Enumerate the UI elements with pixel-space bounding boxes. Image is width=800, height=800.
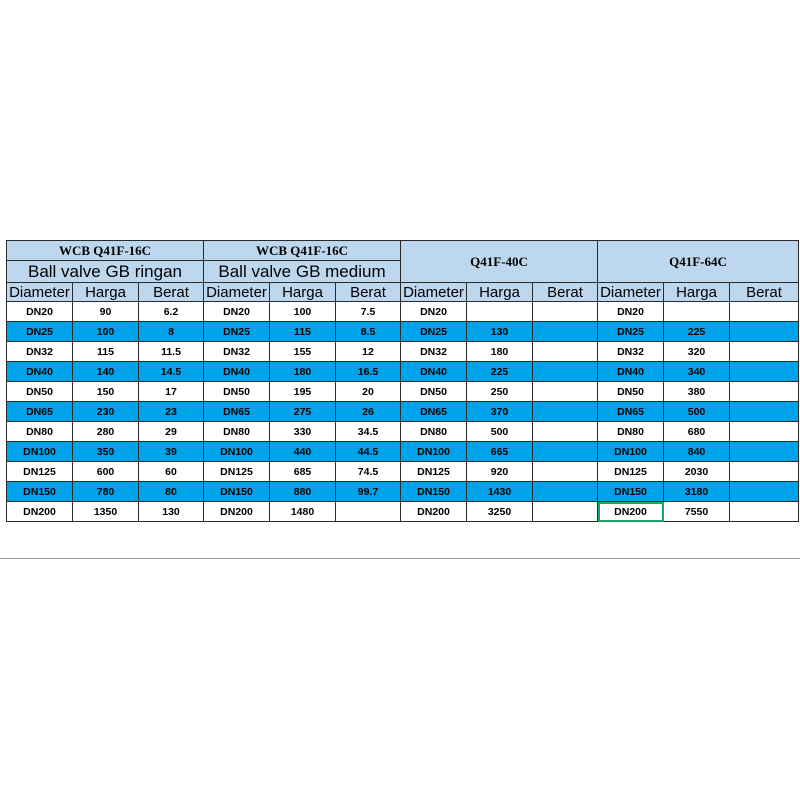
table-cell[interactable]: 685 (270, 462, 336, 482)
table-cell[interactable]: 500 (664, 402, 730, 422)
table-cell[interactable]: DN200 (7, 502, 73, 522)
table-cell[interactable]: 225 (467, 362, 533, 382)
table-cell[interactable] (533, 402, 598, 422)
table-cell[interactable] (533, 422, 598, 442)
table-cell[interactable]: DN50 (204, 382, 270, 402)
table-cell[interactable]: 195 (270, 382, 336, 402)
table-cell[interactable]: 26 (336, 402, 401, 422)
table-cell[interactable] (730, 422, 799, 442)
table-cell[interactable]: DN50 (598, 382, 664, 402)
table-row (7, 362, 799, 382)
table-row (7, 302, 799, 322)
table-cell[interactable]: 44.5 (336, 442, 401, 462)
table-cell[interactable] (730, 462, 799, 482)
table-cell[interactable]: 840 (664, 442, 730, 462)
table-cell[interactable]: DN100 (401, 442, 467, 462)
table-cell[interactable]: DN25 (7, 322, 73, 342)
column-header-berat[interactable]: Berat (336, 283, 401, 302)
table-row (7, 382, 799, 402)
column-header-diameter[interactable]: Diameter (401, 283, 467, 302)
table-cell[interactable]: DN150 (401, 482, 467, 502)
table-cell[interactable]: 7550 (664, 502, 730, 522)
table-cell[interactable] (730, 322, 799, 342)
table-cell[interactable]: 6.2 (139, 302, 204, 322)
table-cell[interactable]: DN32 (401, 342, 467, 362)
table-cell[interactable]: DN25 (204, 322, 270, 342)
table-cell[interactable]: 7.5 (336, 302, 401, 322)
table-cell[interactable]: DN20 (204, 302, 270, 322)
column-header-berat[interactable]: Berat (139, 283, 204, 302)
table-cell[interactable]: 17 (139, 382, 204, 402)
table-cell[interactable]: DN125 (7, 462, 73, 482)
table-cell[interactable]: 320 (664, 342, 730, 362)
table-row (7, 482, 799, 502)
table-cell[interactable] (730, 482, 799, 502)
table-cell[interactable]: 90 (73, 302, 139, 322)
table-cell[interactable] (730, 382, 799, 402)
table-cell[interactable]: 2030 (664, 462, 730, 482)
table-cell[interactable] (730, 302, 799, 322)
table-cell[interactable]: 225 (664, 322, 730, 342)
table-cell[interactable] (730, 362, 799, 382)
table-cell[interactable]: 275 (270, 402, 336, 422)
table-cell[interactable]: 380 (664, 382, 730, 402)
table-cell[interactable] (664, 302, 730, 322)
table-cell[interactable]: 99.7 (336, 482, 401, 502)
table-cell[interactable]: DN100 (598, 442, 664, 462)
group-2-title[interactable]: WCB Q41F-16C (204, 241, 401, 261)
table-cell[interactable]: DN65 (7, 402, 73, 422)
table-cell[interactable]: 1480 (270, 502, 336, 522)
table-cell[interactable]: 1350 (73, 502, 139, 522)
table-cell[interactable]: 280 (73, 422, 139, 442)
table-cell[interactable] (533, 382, 598, 402)
group-3-title[interactable]: Q41F-40C (401, 241, 598, 283)
table-cell[interactable]: DN150 (7, 482, 73, 502)
column-header-diameter[interactable]: Diameter (7, 283, 73, 302)
table-row (7, 422, 799, 442)
column-header-diameter[interactable]: Diameter (204, 283, 270, 302)
table-cell[interactable]: 3180 (664, 482, 730, 502)
table-cell[interactable]: 150 (73, 382, 139, 402)
table-cell[interactable]: 665 (467, 442, 533, 462)
table-cell[interactable]: 60 (139, 462, 204, 482)
table-cell[interactable]: DN80 (204, 422, 270, 442)
table-cell[interactable]: 11.5 (139, 342, 204, 362)
table-row (7, 402, 799, 422)
table-cell[interactable]: 8.5 (336, 322, 401, 342)
column-header-diameter[interactable]: Diameter (598, 283, 664, 302)
table-cell[interactable]: 23 (139, 402, 204, 422)
table-cell[interactable]: 3250 (467, 502, 533, 522)
table-cell[interactable]: 100 (270, 302, 336, 322)
group-2-subtitle[interactable]: Ball valve GB medium (204, 261, 401, 283)
table-cell[interactable]: DN200 (204, 502, 270, 522)
table-row (7, 342, 799, 362)
table-cell[interactable] (533, 322, 598, 342)
table-cell[interactable]: 440 (270, 442, 336, 462)
table-cell[interactable]: 500 (467, 422, 533, 442)
column-header-harga[interactable]: Harga (270, 283, 336, 302)
table-cell[interactable]: DN150 (598, 482, 664, 502)
table-cell[interactable]: DN125 (598, 462, 664, 482)
table-cell[interactable]: 340 (664, 362, 730, 382)
price-table-sheet (6, 240, 798, 522)
table-cell[interactable] (730, 342, 799, 362)
table-cell[interactable]: 920 (467, 462, 533, 482)
table-cell[interactable]: 20 (336, 382, 401, 402)
table-row (7, 322, 799, 342)
group-4-title[interactable]: Q41F-64C (598, 241, 799, 283)
table-cell[interactable] (336, 502, 401, 522)
table-cell[interactable]: 74.5 (336, 462, 401, 482)
table-cell[interactable]: 155 (270, 342, 336, 362)
table-row (7, 502, 799, 522)
table-cell[interactable]: DN50 (401, 382, 467, 402)
table-cell[interactable]: DN80 (401, 422, 467, 442)
table-cell[interactable]: 115 (270, 322, 336, 342)
table-cell[interactable]: 16.5 (336, 362, 401, 382)
table-cell[interactable]: 600 (73, 462, 139, 482)
table-cell[interactable]: DN40 (598, 362, 664, 382)
table-cell[interactable]: 80 (139, 482, 204, 502)
table-cell[interactable] (730, 502, 799, 522)
table-cell[interactable]: 180 (467, 342, 533, 362)
column-header-harga[interactable]: Harga (664, 283, 730, 302)
table-cell[interactable]: DN125 (401, 462, 467, 482)
table-cell[interactable]: DN25 (401, 322, 467, 342)
table-cell[interactable] (730, 442, 799, 462)
price-table (6, 240, 799, 522)
table-cell[interactable]: DN65 (598, 402, 664, 422)
table-cell[interactable]: DN32 (598, 342, 664, 362)
column-header-harga[interactable]: Harga (467, 283, 533, 302)
table-cell[interactable]: 780 (73, 482, 139, 502)
table-cell[interactable]: DN40 (401, 362, 467, 382)
table-cell[interactable]: 230 (73, 402, 139, 422)
table-cell[interactable]: 34.5 (336, 422, 401, 442)
horizontal-divider (0, 558, 800, 559)
table-cell[interactable] (533, 362, 598, 382)
column-header-harga[interactable]: Harga (73, 283, 139, 302)
table-cell[interactable]: DN200 (598, 502, 664, 522)
table-cell[interactable]: DN32 (7, 342, 73, 362)
table-cell[interactable]: 1430 (467, 482, 533, 502)
table-cell[interactable]: DN100 (7, 442, 73, 462)
table-cell[interactable]: 680 (664, 422, 730, 442)
table-cell[interactable]: 29 (139, 422, 204, 442)
table-cell[interactable] (533, 462, 598, 482)
table-cell[interactable]: DN32 (204, 342, 270, 362)
table-cell[interactable] (533, 502, 598, 522)
table-cell[interactable]: 250 (467, 382, 533, 402)
table-cell[interactable]: DN80 (598, 422, 664, 442)
table-cell[interactable] (533, 482, 598, 502)
table-cell[interactable]: 12 (336, 342, 401, 362)
table-cell[interactable]: DN80 (7, 422, 73, 442)
table-cell[interactable] (467, 302, 533, 322)
table-cell[interactable] (730, 402, 799, 422)
table-cell[interactable]: 880 (270, 482, 336, 502)
table-cell[interactable]: DN40 (7, 362, 73, 382)
table-cell[interactable]: DN150 (204, 482, 270, 502)
table-cell[interactable]: 100 (73, 322, 139, 342)
table-cell[interactable]: DN20 (401, 302, 467, 322)
table-row (7, 462, 799, 482)
column-header-berat[interactable]: Berat (533, 283, 598, 302)
table-cell[interactable]: DN65 (401, 402, 467, 422)
table-cell[interactable]: DN20 (598, 302, 664, 322)
table-cell[interactable] (533, 442, 598, 462)
table-cell[interactable]: 130 (139, 502, 204, 522)
table-cell[interactable]: DN40 (204, 362, 270, 382)
table-cell[interactable]: DN65 (204, 402, 270, 422)
table-cell[interactable]: 140 (73, 362, 139, 382)
table-row (7, 442, 799, 462)
table-cell[interactable]: 115 (73, 342, 139, 362)
table-cell[interactable]: DN100 (204, 442, 270, 462)
column-header-berat[interactable]: Berat (730, 283, 799, 302)
group-1-title[interactable]: WCB Q41F-16C (7, 241, 204, 261)
table-cell[interactable] (533, 302, 598, 322)
table-cell[interactable]: 330 (270, 422, 336, 442)
table-cell[interactable]: 14.5 (139, 362, 204, 382)
table-cell[interactable]: 130 (467, 322, 533, 342)
table-cell[interactable]: 8 (139, 322, 204, 342)
table-cell[interactable]: DN50 (7, 382, 73, 402)
table-cell[interactable]: 350 (73, 442, 139, 462)
table-cell[interactable]: 370 (467, 402, 533, 422)
table-cell[interactable] (533, 342, 598, 362)
table-cell[interactable]: DN25 (598, 322, 664, 342)
table-cell[interactable]: DN125 (204, 462, 270, 482)
table-cell[interactable]: 39 (139, 442, 204, 462)
table-cell[interactable]: DN20 (7, 302, 73, 322)
table-cell[interactable]: 180 (270, 362, 336, 382)
group-1-subtitle[interactable]: Ball valve GB ringan (7, 261, 204, 283)
table-cell[interactable]: DN200 (401, 502, 467, 522)
